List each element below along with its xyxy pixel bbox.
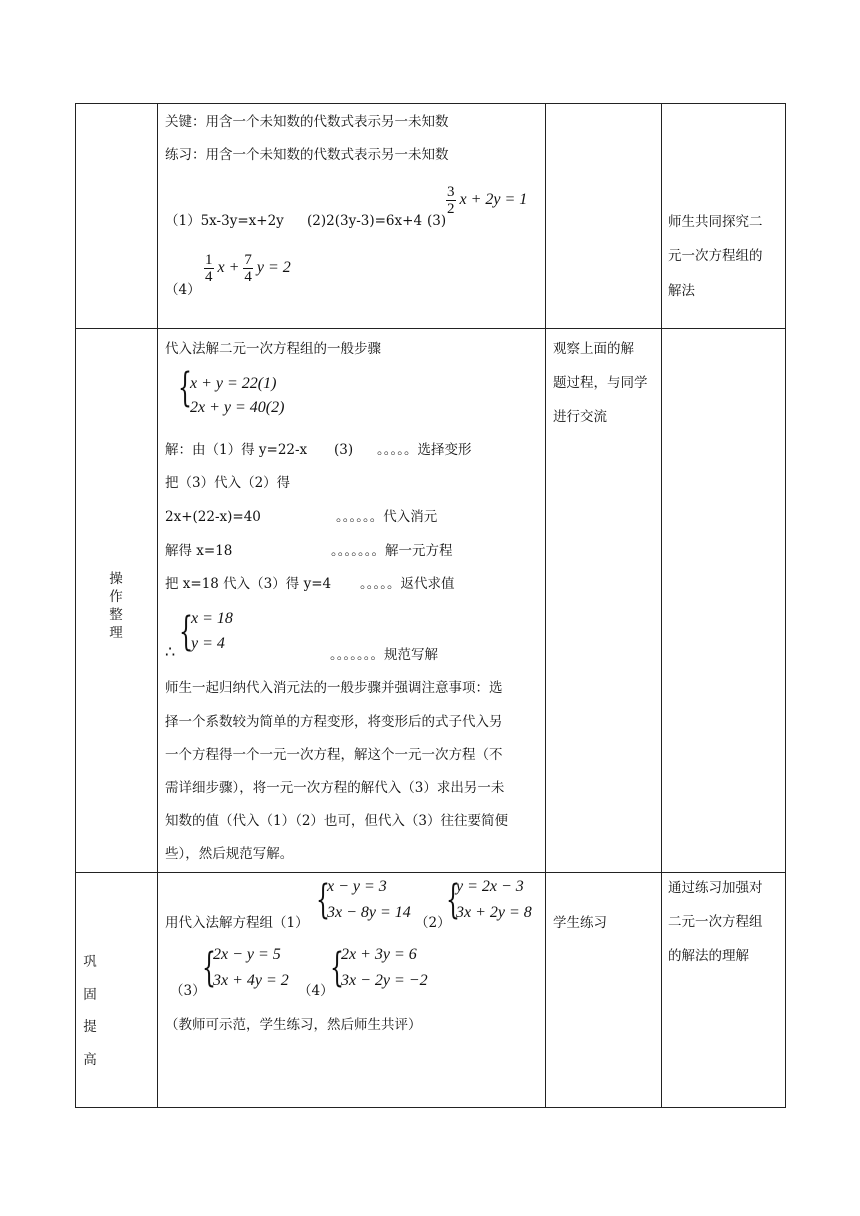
system-eq-1: x + y = 22(1) bbox=[190, 375, 277, 392]
intent-line-2: 元一次方程组的 bbox=[668, 248, 763, 264]
table-row-divider-1 bbox=[75, 328, 786, 329]
student-activity-line: 进行交流 bbox=[553, 409, 607, 425]
practice-2-eq-2: 3x + 2y = 8 bbox=[456, 904, 532, 921]
step-4-note: 。。。。。。。解一元方程 bbox=[331, 543, 453, 559]
table-border-top bbox=[75, 103, 786, 104]
practice-1-brace: { bbox=[316, 877, 330, 923]
intent-line-1: 通过练习加强对 bbox=[668, 880, 763, 896]
intent-line-3: 解法 bbox=[668, 283, 695, 299]
exercise-intro: 练习：用含一个未知数的代数式表示另一未知数 bbox=[165, 147, 449, 163]
step-2: 把（3）代入（2）得 bbox=[165, 475, 291, 491]
intent-line-2: 二元一次方程组 bbox=[668, 914, 763, 930]
practice-4-eq-2: 3x − 2y = −2 bbox=[341, 972, 428, 989]
practice-intro: 用代入法解方程组（1） bbox=[165, 915, 309, 931]
summary-line: 一个方程得一个一元一次方程，解这个一元一次方程（不 bbox=[165, 747, 503, 763]
intent-line-3: 的解法的理解 bbox=[668, 948, 749, 964]
step-3: 2x+(22-x)=40 bbox=[165, 509, 261, 525]
row-label-consolidation: 巩 固 提 高 bbox=[83, 954, 97, 1068]
step-5: 把 x=18 代入（3）得 y=4 bbox=[165, 576, 332, 592]
intent-line-1: 师生共同探究二 bbox=[668, 214, 763, 230]
step-5-note: 。。。。。返代求值 bbox=[360, 576, 455, 592]
therefore-symbol: ∴ bbox=[165, 644, 176, 661]
practice-2-eq-1: y = 2x − 3 bbox=[456, 878, 524, 895]
table-border-right bbox=[785, 103, 786, 1108]
practice-3-eq-1: 2x − y = 5 bbox=[213, 946, 281, 963]
exercise-q4: $\frac{1}{4}$ x + $\frac{7}{4}$ y = 2 bbox=[205, 252, 291, 285]
student-activity-line: 题过程，与同学 bbox=[553, 375, 648, 391]
step-4: 解得 x=18 bbox=[165, 543, 233, 559]
practice-2-brace: { bbox=[446, 877, 460, 923]
practice-3-eq-2: 3x + 4y = 2 bbox=[213, 972, 289, 989]
exercise-q3: $\frac{3}{2}$ x + 2y = 1 bbox=[447, 184, 528, 217]
exercise-q2: (2)2(3y-3)=6x+4 bbox=[307, 213, 423, 229]
summary-line: 知数的值（代入（1）（2）也可，但代入（3）往往要简便 bbox=[165, 813, 509, 829]
system-brace: { bbox=[178, 365, 192, 411]
key-point: 关键：用含一个未知数的代数式表示另一未知数 bbox=[165, 114, 449, 130]
exercise-q1: （1）5x-3y=x+2y bbox=[165, 213, 284, 229]
practice-4-eq-1: 2x + 3y = 6 bbox=[341, 946, 417, 963]
step-1: 解：由（1）得 y=22-x bbox=[165, 442, 308, 458]
answer-eq-1: x = 18 bbox=[191, 610, 233, 627]
summary-line: 需详细步骤），将一元一次方程的解代入（3）求出另一未 bbox=[165, 780, 505, 796]
exercise-q4-label: （4） bbox=[165, 282, 201, 298]
system-eq-2: 2x + y = 40(2) bbox=[190, 399, 285, 416]
step-1-note: 。。。。。选择变形 bbox=[377, 442, 472, 458]
student-activity-line: 观察上面的解 bbox=[553, 341, 634, 357]
exercise-q3-label: (3) bbox=[427, 213, 447, 229]
answer-eq-2: y = 4 bbox=[191, 635, 225, 652]
step-1-tag: (3) bbox=[334, 442, 354, 458]
student-practice: 学生练习 bbox=[553, 915, 607, 931]
table-border-bottom bbox=[75, 1107, 786, 1108]
practice-1-eq-1: x − y = 3 bbox=[327, 878, 387, 895]
answer-note: 。。。。。。。规范写解 bbox=[330, 647, 438, 663]
steps-title: 代入法解二元一次方程组的一般步骤 bbox=[165, 341, 381, 357]
practice-3-label: （3） bbox=[170, 983, 206, 999]
practice-2-label: （2） bbox=[415, 915, 451, 931]
summary-line: 些），然后规范写解。 bbox=[165, 846, 294, 862]
practice-3-brace: { bbox=[202, 945, 216, 991]
table-col-divider-1 bbox=[157, 103, 158, 1108]
summary-line: 择一个系数较为简单的方程变形，将变形后的式子代入另 bbox=[165, 714, 503, 730]
step-3-note: 。。。。。。代入消元 bbox=[336, 509, 438, 525]
practice-4-brace: { bbox=[330, 945, 344, 991]
answer-brace: { bbox=[179, 609, 193, 655]
summary-line: 师生一起归纳代入消元法的一般步骤并强调注意事项：选 bbox=[165, 680, 503, 696]
practice-note: （教师可示范，学生练习，然后师生共评） bbox=[165, 1017, 422, 1033]
practice-4-label: （4） bbox=[298, 983, 334, 999]
row-label-operation: 操 作 整 理 bbox=[109, 571, 123, 641]
table-border-left bbox=[75, 103, 76, 1108]
table-row-divider-2 bbox=[75, 872, 786, 873]
table-col-divider-3 bbox=[661, 103, 662, 1108]
table-col-divider-2 bbox=[545, 103, 546, 1108]
practice-1-eq-2: 3x − 8y = 14 bbox=[327, 904, 411, 921]
